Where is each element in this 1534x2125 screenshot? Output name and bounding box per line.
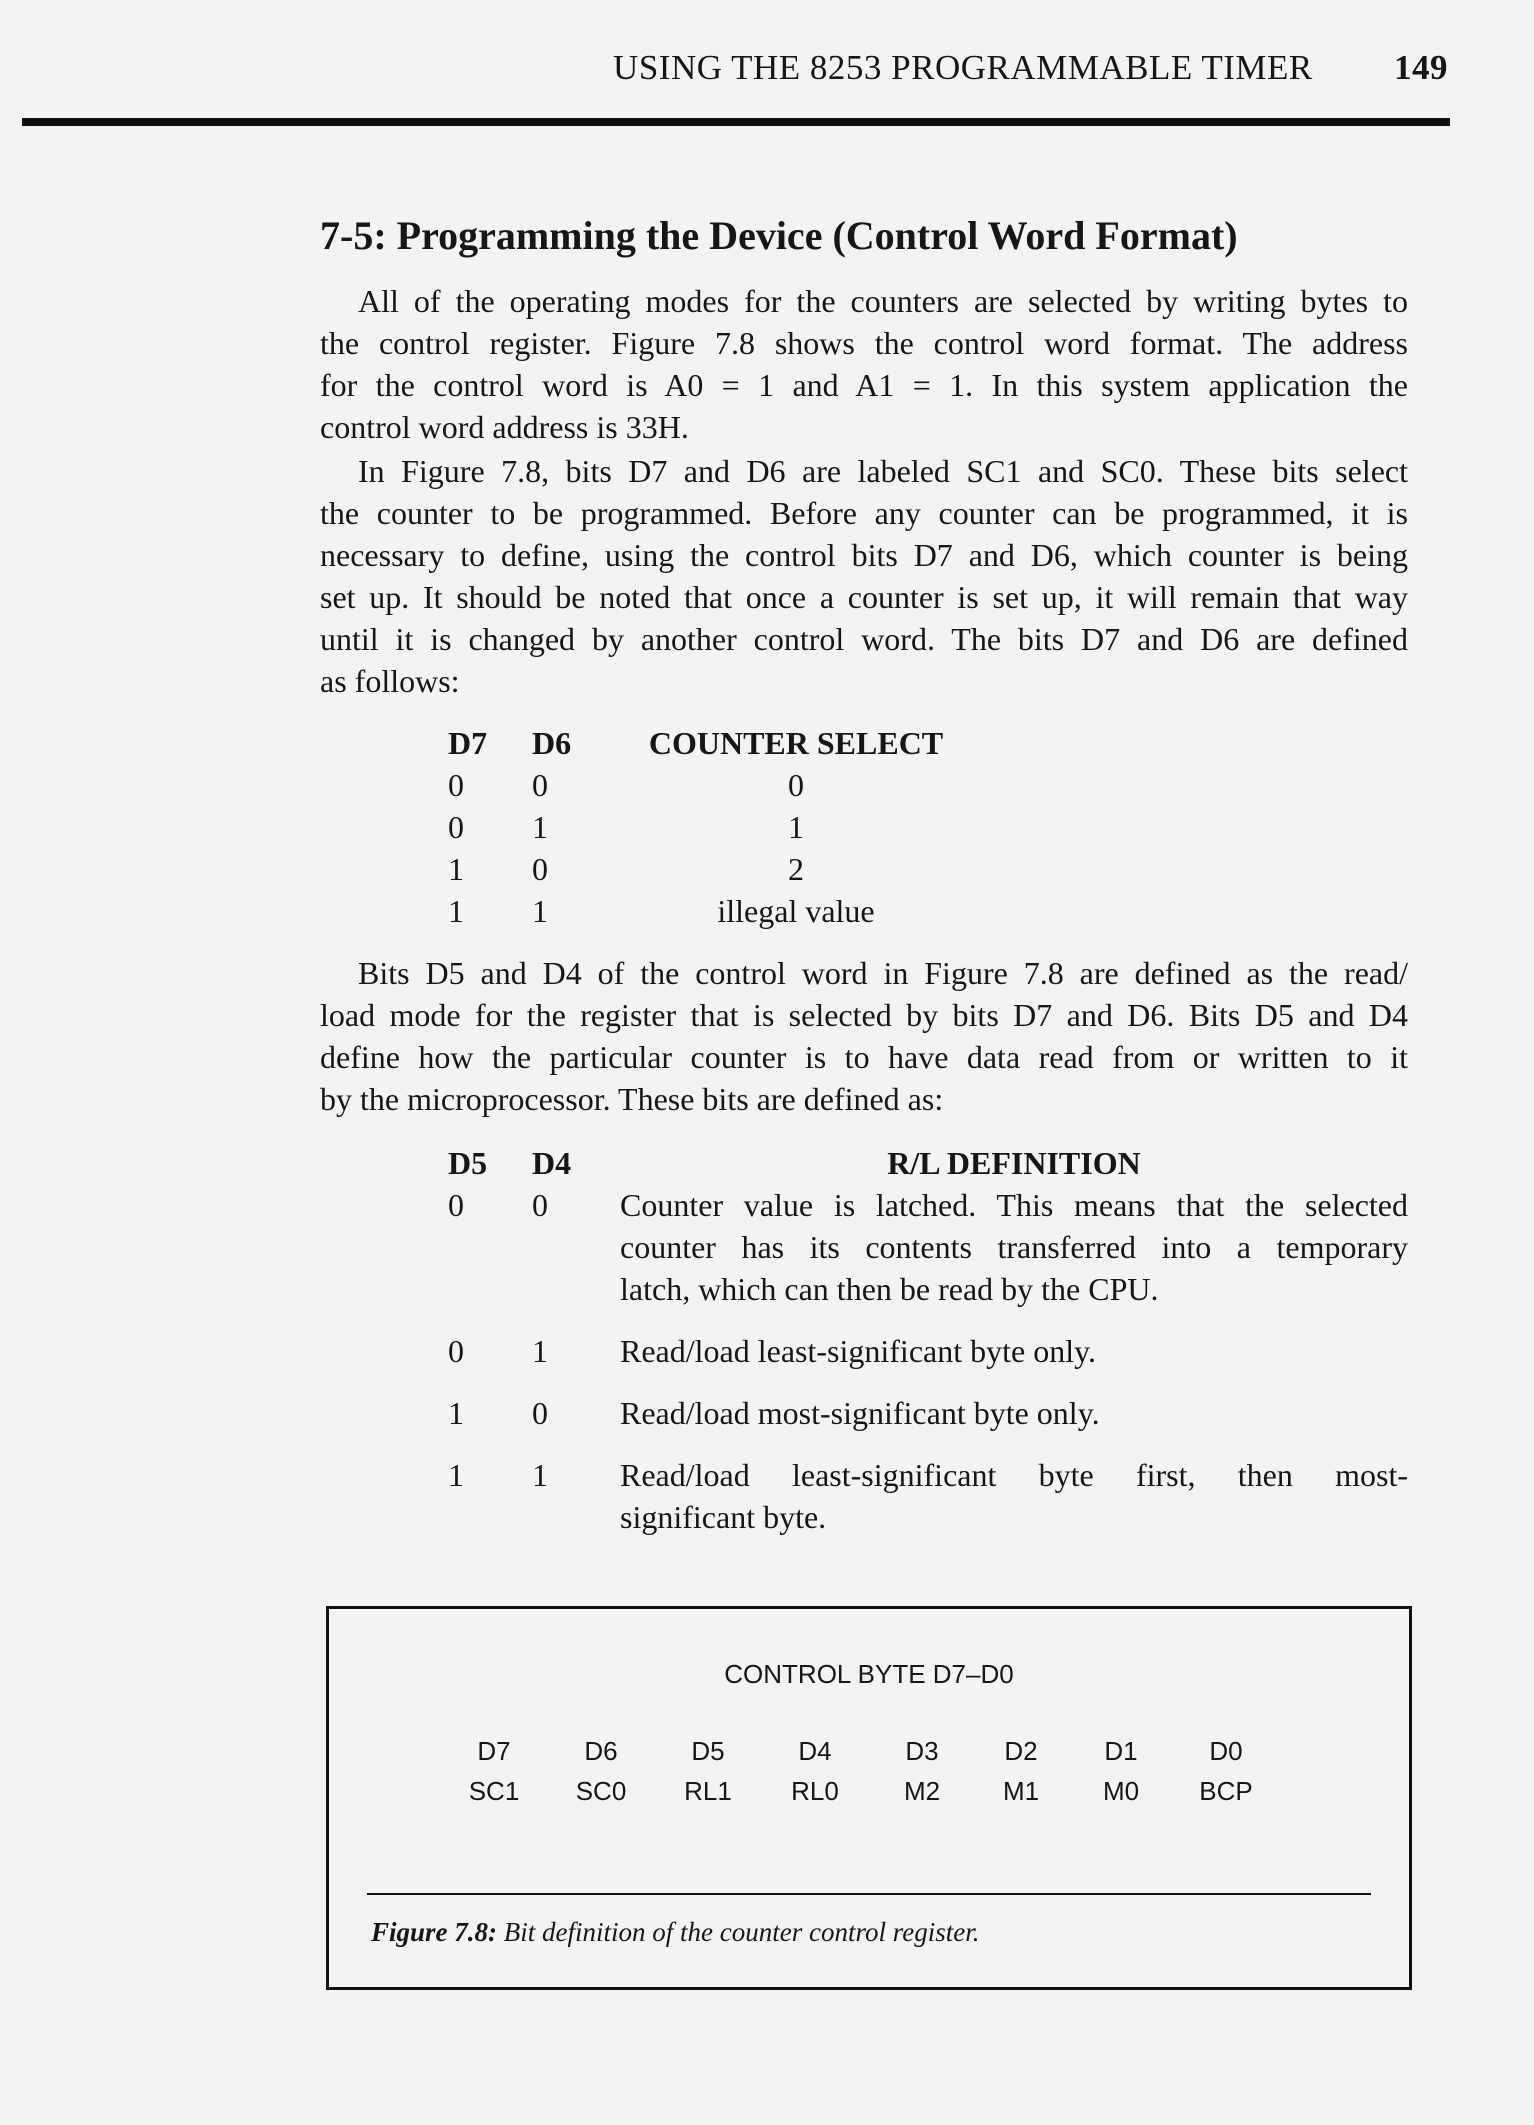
bit-name: M1 [1002,1776,1040,1806]
paragraph-line: In Figure 7.8, bits D7 and D6 are labeled SC1 and SC0. These bits select [358,453,1408,489]
paragraph-line: All of the operating modes for the counters are selected by writing bytes to [358,283,1408,319]
paragraph-1 [320,280,1408,448]
table-row [448,1454,1408,1538]
table-row [448,1184,1408,1330]
paragraph-line: as follows: [320,663,460,699]
definition-line: Read/load least-significant byte only. [620,1333,1097,1369]
bit-column-d0 [1181,1731,1271,1811]
column-header: D7 [448,725,488,761]
table-header-row [448,722,956,764]
figure-title: CONTROL BYTE D7–D0 [724,1659,1014,1689]
table-cell: 1 [448,1395,464,1431]
table-cell: illegal value [717,893,875,929]
table-cell: 2 [788,851,804,887]
bit-name: RL1 [684,1776,732,1806]
definition-line: counter has its contents transferred into a temporary [620,1229,1408,1265]
table-cell: 1 [532,1333,548,1369]
table-cell: 0 [448,1187,464,1223]
paragraph-line: define how the particular counter is to have data read from or written to it [320,1039,1408,1075]
paragraph-line: control word address is 33H. [320,409,689,445]
rl-definition-table [448,1142,1408,1538]
bit-column-d1 [1076,1731,1166,1811]
table-header-row [448,1142,1408,1184]
definition-line: significant byte. [620,1499,827,1535]
table-cell: 0 [448,1333,464,1369]
table-row [448,806,956,848]
table-cell: 1 [448,851,464,887]
bit-label: D2 [1004,1736,1038,1766]
paragraph-line: by the microprocessor. These bits are defined as: [320,1081,944,1117]
definition-cell [620,1392,1408,1454]
bit-label: D5 [691,1736,725,1766]
definition-line: Counter value is latched. This means that the selected [620,1187,1408,1223]
bit-name: M2 [903,1776,941,1806]
table-cell: 0 [532,767,548,803]
table-cell: 0 [448,767,464,803]
bit-name: SC0 [575,1776,627,1806]
paragraph-line: Bits D5 and D4 of the control word in Figure 7.8 are defined as the read/ [358,955,1408,991]
definition-cell [620,1454,1408,1538]
bit-label: D7 [477,1736,511,1766]
bit-label: D6 [584,1736,618,1766]
table-row [448,1392,1408,1454]
table-row [448,764,956,806]
column-header: COUNTER SELECT [648,725,944,761]
table-cell: 1 [448,893,464,929]
paragraph-line: until it is changed by another control word. The bits D7 and D6 are defined [320,621,1408,657]
table-cell: 0 [448,809,464,845]
bit-name: RL0 [791,1776,839,1806]
table-cell: 1 [448,1457,464,1493]
bit-column-d5 [663,1731,753,1811]
definition-line: latch, which can then be read by the CPU. [620,1271,1159,1307]
definition-cell [620,1184,1408,1330]
column-header: D5 [448,1145,488,1181]
bit-name: BCP [1199,1776,1253,1806]
column-header: D6 [532,725,572,761]
figure-caption [371,1917,979,1948]
paragraph-line: necessary to define, using the control bits D7 and D6, which counter is being [320,537,1408,573]
caption-label: Figure 7.8: [371,1917,498,1947]
header-rule [22,118,1450,126]
table-cell: 1 [788,809,804,845]
paragraph-line: load mode for the register that is selected by bits D7 and D6. Bits D5 and D4 [320,997,1408,1033]
bit-column-d2 [976,1731,1066,1811]
table-cell: 1 [532,893,548,929]
page-number: 149 [1394,48,1448,87]
table-cell: 1 [532,809,548,845]
bit-column-d7 [449,1731,539,1811]
column-header: D4 [532,1145,572,1181]
definition-line: Read/load most-significant byte only. [620,1395,1100,1431]
table-cell: 1 [532,1457,548,1493]
section-heading: 7-5: Programming the Device (Control Word Format) [320,213,1238,258]
bit-column-d3 [877,1731,967,1811]
running-head [0,48,1448,88]
paragraph-2 [320,450,1408,702]
paragraph-line: the counter to be programmed. Before any counter can be programmed, it is [320,495,1408,531]
paragraph-line: set up. It should be noted that once a counter is set up, it will remain that way [320,579,1408,615]
table-cell: 0 [788,767,804,803]
definition-cell [620,1330,1408,1392]
running-title: USING THE 8253 PROGRAMMABLE TIMER [613,48,1313,87]
definition-line: Read/load least-significant byte first, then most- [620,1457,1408,1493]
figure-7-8 [326,1606,1412,1990]
bit-column-d4 [770,1731,860,1811]
table-row [448,848,956,890]
paragraph-line: the control register. Figure 7.8 shows the control word format. The address [320,325,1408,361]
caption-text: Bit definition of the counter control register. [503,1917,980,1947]
table-cell: 0 [532,1395,548,1431]
bit-label: D1 [1104,1736,1138,1766]
column-header: R/L DEFINITION [887,1145,1141,1181]
table-row [448,1330,1408,1392]
figure-rule [367,1893,1371,1895]
table-cell: 0 [532,1187,548,1223]
paragraph-3 [320,952,1408,1120]
counter-select-table [448,722,956,932]
bit-label: D4 [798,1736,832,1766]
bit-name: M0 [1102,1776,1140,1806]
table-cell: 0 [532,851,548,887]
bit-label: D0 [1209,1736,1243,1766]
bit-name: SC1 [468,1776,520,1806]
bit-label: D3 [905,1736,939,1766]
table-row [448,890,956,932]
paragraph-line: for the control word is A0 = 1 and A1 = 1. In this system application the [320,367,1408,403]
bit-column-d6 [556,1731,646,1811]
